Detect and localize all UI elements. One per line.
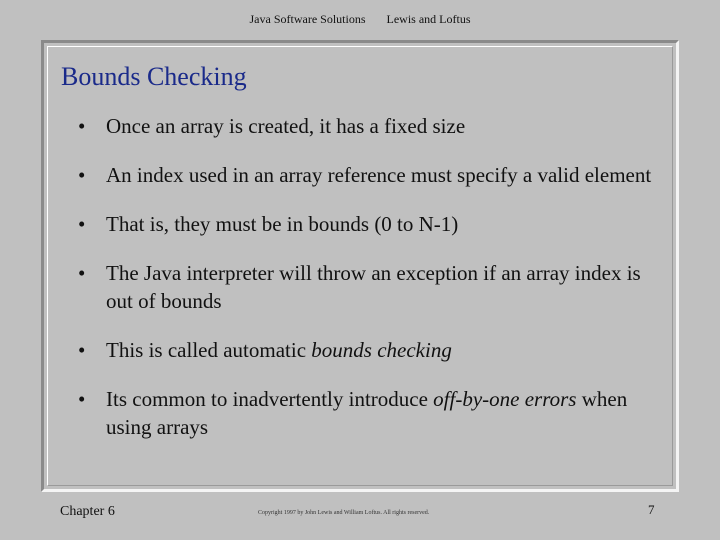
- header-book-title: Java Software Solutions: [249, 12, 366, 26]
- bullet-text: That is, they must be in bounds (0 to N-1): [106, 212, 459, 236]
- bullet-text: The Java interpreter will throw an exception if an array index is out of bounds: [106, 261, 641, 313]
- footer-copyright: Copyright 1997 by John Lewis and William Loftus. All rights reserved.: [258, 510, 430, 516]
- footer-page-number: 7: [648, 502, 655, 517]
- bullet-text-emphasis: off-by-one errors: [433, 387, 577, 411]
- bullet-dot: •: [78, 114, 86, 138]
- bullet-dot: •: [78, 261, 86, 285]
- bullet-text-emphasis: bounds checking: [311, 338, 452, 362]
- bullet-item: [78, 210, 658, 238]
- bullet-item: [78, 336, 658, 364]
- bullet-text: Once an array is created, it has a fixed size: [106, 114, 466, 138]
- bullet-dot: •: [78, 387, 86, 411]
- bullet-dot: •: [78, 163, 86, 187]
- bullet-text: This is called automatic: [106, 338, 312, 362]
- header-authors: Lewis and Loftus: [386, 12, 471, 26]
- bullet-text: Its common to inadvertently introduce: [106, 387, 434, 411]
- bullet-text: when using arrays: [106, 387, 628, 439]
- bullet-item: [78, 259, 658, 315]
- bullet-text: An index used in an array reference must specify a valid element: [106, 163, 652, 187]
- bullet-dot: •: [78, 212, 86, 236]
- bullet-item: [78, 112, 658, 140]
- bullet-item: [78, 161, 658, 189]
- footer-chapter: Chapter 6: [60, 504, 115, 519]
- bullet-list: [78, 112, 658, 462]
- slide-header: [0, 12, 720, 27]
- bullet-item: [78, 385, 658, 441]
- bullet-dot: •: [78, 338, 86, 362]
- slide-title: Bounds Checking: [61, 62, 247, 91]
